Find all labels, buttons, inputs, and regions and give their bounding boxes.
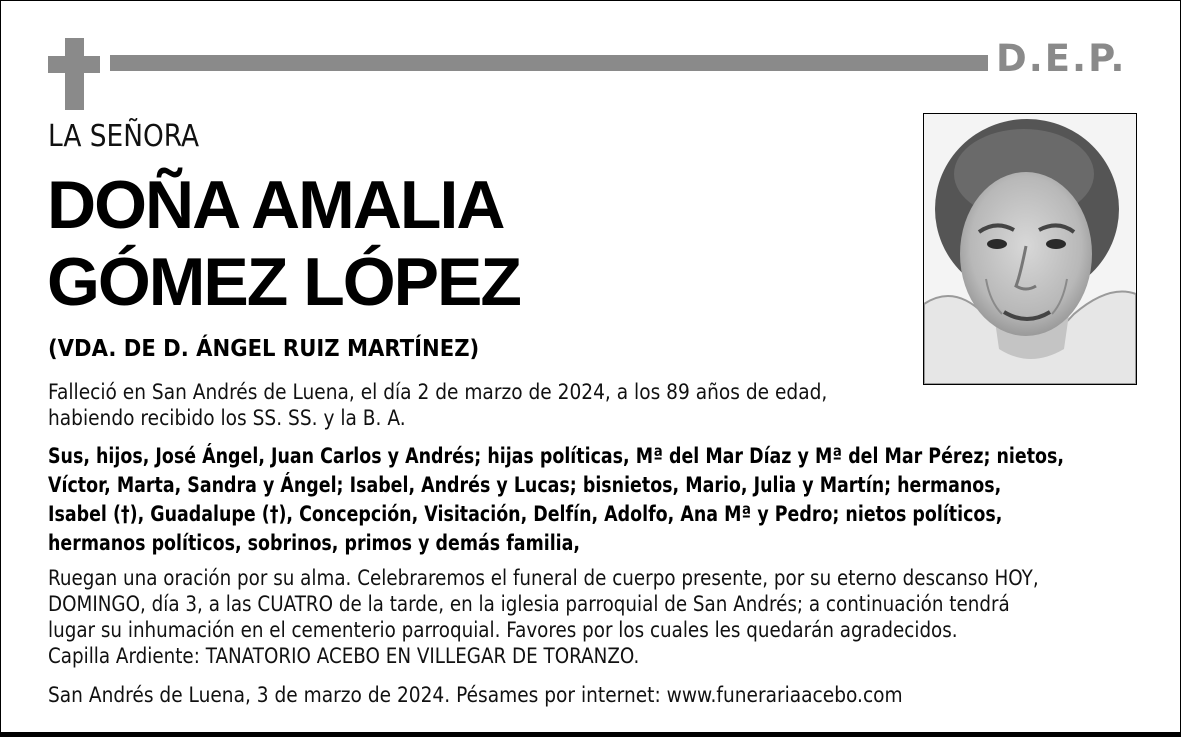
- death-notice: [48, 379, 827, 431]
- death-line: Falleció en San Andrés de Luena, el día 2 de marzo de 2024, a los 89 años de edad,: [48, 380, 828, 404]
- family-line: Sus, hijos, José Ángel, Juan Carlos y Andrés; hijas políticas, Mª del Mar Díaz y Mª del Mar Pérez; nietos,: [48, 444, 1065, 468]
- service-line: Capilla Ardiente: TANATORIO ACEBO EN VILLEGAR DE TORANZO.: [48, 644, 640, 668]
- service-line: DOMINGO, día 3, a las CUATRO de la tarde, en la iglesia parroquial de San Andrés; a continuación tendrá: [48, 592, 1010, 616]
- deceased-name: [47, 167, 520, 321]
- portrait-photo: [923, 113, 1137, 385]
- widow-of: (VDA. DE D. ÁNGEL RUIZ MARTÍNEZ): [48, 336, 480, 362]
- name-line-1: DOÑA AMALIA: [47, 167, 504, 243]
- service-line: Ruegan una oración por su alma. Celebraremos el funeral de cuerpo presente, por su eterno descanso HOY,: [48, 566, 1039, 590]
- service-line: lugar su inhumación en el cementerio parroquial. Favores por los cuales les quedarán agradecidos.: [48, 618, 958, 642]
- family-line: hermanos políticos, sobrinos, primos y demás familia,: [48, 531, 581, 555]
- honorific: LA SEÑORA: [48, 119, 200, 154]
- family-line: Isabel (†), Guadalupe (†), Concepción, Visitación, Delfín, Adolfo, Ana Mª y Pedro; nietos políticos,: [48, 502, 1003, 526]
- footer-line: San Andrés de Luena, 3 de marzo de 2024. Pésames por internet: www.funerariaacebo.com: [48, 683, 903, 707]
- family-list: [48, 442, 1064, 558]
- service-details: [48, 565, 1039, 669]
- portrait-image: [924, 114, 1136, 384]
- dep-label: D.E.P.: [996, 37, 1127, 80]
- family-line: Víctor, Marta, Sandra y Ángel; Isabel, Andrés y Lucas; bisnietos, Mario, Julia y Martín; hermanos,: [48, 473, 1002, 497]
- name-line-2: GÓMEZ LÓPEZ: [47, 244, 520, 320]
- header-rule: [110, 55, 988, 71]
- death-line: habiendo recibido los SS. SS. y la B. A.: [48, 406, 406, 430]
